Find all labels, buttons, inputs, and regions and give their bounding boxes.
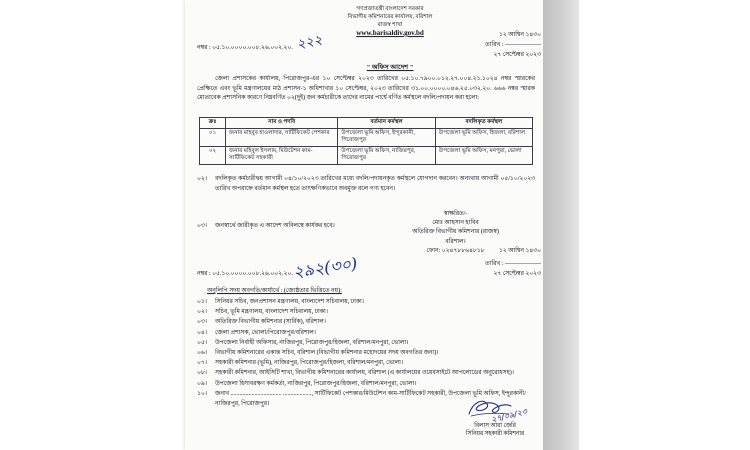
item-number: ০৮। <box>197 370 207 377</box>
item-number: ০৯। <box>197 380 207 387</box>
clause-text: জনস্বার্থে জারীকৃত এ আদেশ অবিলম্বে কার্যকর হবে। <box>215 223 335 229</box>
list-item <box>197 328 543 338</box>
list-item <box>197 338 543 348</box>
signatory-name: মোঃ আহসান হাবিব <box>432 220 479 227</box>
item-number: ০৪। <box>197 329 207 336</box>
item-number: ১০। <box>197 390 207 397</box>
memo1-date-gregorian: ২৭ সেপ্টেম্বর ২০২৩ <box>493 52 541 58</box>
transfer-table <box>199 117 533 165</box>
item-text: সহকারী কমিশনার, আইসিটি শাখা, বিভাগীয় কমিশনারের কার্যালয়, বরিশাল (এ কার্যালয়ের ওয়েবসাইটে আপলোডের অনুরোধসহ)। <box>215 370 514 377</box>
col-current-station: বর্তমান কর্মস্থল <box>338 118 435 129</box>
col-serial: ক্রঃ <box>200 118 226 129</box>
document-title: " অফিস আদেশ " <box>366 64 414 71</box>
body-paragraph: জেলা প্রশাসকের কার্যালয়, পিরোজপুর-এর ১০ সেপ্টেম্বর ২০২৩ তারিখের ০৫.১০.৭৯০০.০১২.২৭.০০৪.২১.১০২৪ নম্বর স্মারকের প্রেক্ষিতে এবং ভূমি মন্ত্রণালয়ের মাঠ প্রশাসন-১ অধিশাখার ১০ সেপ্টেম্বর, ২০২৩ তারিখের ৩১.০০.০০০০.০৪৬.২৫.০৩২.২০. ৬৬৬ নম্বর স্মারক মোতাবেক প্রশাসনিক কারণে নিম্নবর্ণিত ০২(দুই) জন কর্মচারীকে তাদের নামের পার্শ্বে বর্ণিত কর্মস্থলে বদলি/পদায়ন করা হলো: <box>197 76 535 102</box>
signatory-phone: ফোন: ০২৪৭৮৮৬৪৮১৮ <box>426 247 485 254</box>
col-name-designation: নাম ও পদবি <box>226 118 338 129</box>
memo1-date-label: তারিখ : ------------------ <box>485 42 541 48</box>
list-item <box>197 297 543 307</box>
clause-number: ০২। <box>197 176 207 182</box>
signatory-place: বরিশাল। <box>445 238 466 245</box>
list-item <box>197 358 543 368</box>
cell-transferred: উপজেলা ভূমি অফিস, মনপুরা, ভোলা <box>435 146 532 164</box>
item-number: ০২। <box>197 309 207 316</box>
footer-signature-block <box>447 396 543 438</box>
item-number: ০৫। <box>197 339 207 346</box>
memo1-number: নম্বর : ০৫.১০.০০০০.০০৮.২৬.০০২.২০. <box>197 45 293 51</box>
item-text: সহকারী কমিশনার (ভূমি), নাজিরপুর, পিরোজপুর/হিজলা, বরিশাল/মনপুরা, ভোলা। <box>215 360 403 367</box>
scan-edge <box>543 0 579 450</box>
table-row <box>200 128 533 146</box>
signed-mark: স্বাক্ষরিত/- <box>443 211 468 217</box>
item-text: জনাব .................................. ..................., সার্টিফিকেট পেশকার/মিউটেশন কাম-সার্টিফিকেট সহকারী, উপজেলা ভূমি অফিস, ইন্দুরকানী/নাজিরপুর, পিরোজপুর। <box>215 390 526 408</box>
cell-name: জনাব মাহবুব হাওলাদার, সার্টিফিকেট পেশকার <box>226 128 338 146</box>
col-transferred-station: বদলিকৃত কর্মস্থল <box>435 118 532 129</box>
signatory-designation: অতিরিক্ত বিভাগীয় কমিশনার (রাজস্ব) <box>412 229 499 236</box>
table-row <box>200 146 533 164</box>
list-item <box>197 379 543 389</box>
cell-serial: ০১ <box>200 128 226 146</box>
memo1-handwritten-number: ২২২ <box>295 32 324 53</box>
item-text: সিনিয়র সচিব, জনপ্রশাসন মন্ত্রণালয়, বাংলাদেশ সচিবালয়, ঢাকা। <box>215 299 364 305</box>
website-text: www.barisaldiv.gov.bd <box>356 29 424 37</box>
scanned-document <box>185 0 579 450</box>
signature-date: ২৭/০৯/২৩ <box>490 406 528 425</box>
footer-signatory-designation: সিনিয়র সহকারী কমিশনার <box>465 431 525 437</box>
government-name: গণপ্রজাতন্ত্রী বাংলাদেশ সরকার <box>356 6 424 12</box>
item-number: ০৩। <box>197 319 207 326</box>
list-item <box>197 348 543 358</box>
footer-signatory-name: বিলাস আরা জেরি <box>474 423 516 429</box>
item-text: জেলা প্রশাসক, ভোলা/পিরোজপুর/বরিশাল। <box>215 329 316 336</box>
memo2-handwritten-number: ২৯২(৩০) <box>291 253 359 282</box>
item-text: অতিরিক্ত বিভাগীয় কমিশনার (সার্বিক), বরিশাল। <box>215 319 326 326</box>
item-text: সচিব, ভূমি মন্ত্রণালয়, বাংলাদেশ সচিবালয়, ঢাকা। <box>215 309 328 316</box>
item-number: ০৭। <box>197 360 207 367</box>
list-item <box>197 368 543 378</box>
memo2-date-gregorian: ২৭ সেপ্টেম্বর ২০২৩ <box>493 271 541 277</box>
clause-number: ০৩। <box>197 223 207 229</box>
cell-name: জনাব মহিবুল ইসলাম, মিউটেশন কাম-সার্টিফিকেট সহকারী <box>226 146 338 164</box>
item-text: উপজেলা হিসাবরক্ষণ কর্মকর্তা, নাজিরপুর, পিরোজপুর/হিজলা, বরিশাল/মনপুরা, ভোলা। <box>215 380 417 387</box>
clause-02 <box>197 174 535 194</box>
list-item <box>197 317 543 327</box>
document-page <box>185 0 543 450</box>
item-number: ০৬। <box>197 350 207 357</box>
item-text: বিভাগীয় কমিশনারের একান্ত সচিব, বরিশাল (বিভাগীয় কমিশনার মহোদয়ের সদয় অবগতির জন্য)। <box>215 350 439 357</box>
branch-name: রাজস্ব শাখা <box>377 22 403 28</box>
cell-serial: ০২ <box>200 146 226 164</box>
memo2-date-bangla: ১২ আশ্বিন ১৪৩০ <box>498 248 541 254</box>
distribution-list <box>197 297 543 409</box>
memo2-number: নম্বর : ০৫.১০.০০০০.০০৮.২৬.০০২.২০. <box>197 271 293 277</box>
cell-transferred: উপজেলা ভূমি অফিস, হিজলা, বরিশাল <box>435 128 532 146</box>
table-header-row <box>200 118 533 129</box>
office-name: বিভাগীয় কমিশনারের কার্যালয়, বরিশাল <box>347 14 433 20</box>
item-text: উপজেলা নির্বাহী অফিসার, নাজিরপুর, পিরোজপুর/হিজলা, বরিশাল/মনপুরা, ভোলা। <box>215 339 409 346</box>
distribution-heading: অনুলিপি সদয় অবগতি/কার্যার্থে : (জ্যেষ্ঠতার ভিত্তিতে নয়): <box>207 288 342 294</box>
memo1-date-bangla: ১২ আশ্বিন ১৪৩০ <box>498 32 541 38</box>
memo2-date-label: তারিখ : ------------------ <box>485 261 541 267</box>
clause-text: বদলিকৃত কর্মচারীদ্বয় আগামী ০৪/১০/২০২৩ তারিখের মধ্যে বদলি/পদায়নকৃত কর্মস্থলে যোগদান করবেন। অন্যথায় আগামী ০৫/১০/২০২৩ তারিখ অপরাহ্নে বর্তমান কর্মস্থল হতে তাৎক্ষণিকভাবে অবমুক্ত বলে গণ্য হবেন। <box>215 176 535 192</box>
cell-current: উপজেলা ভূমি অফিস, ইন্দুরকানী, পিরোজপুর <box>338 128 435 146</box>
item-number: ০১। <box>197 299 207 305</box>
cell-current: উপজেলা ভূমি অফিস, নাজিরপুর, পিরোজপুর <box>338 146 435 164</box>
list-item <box>197 307 543 317</box>
